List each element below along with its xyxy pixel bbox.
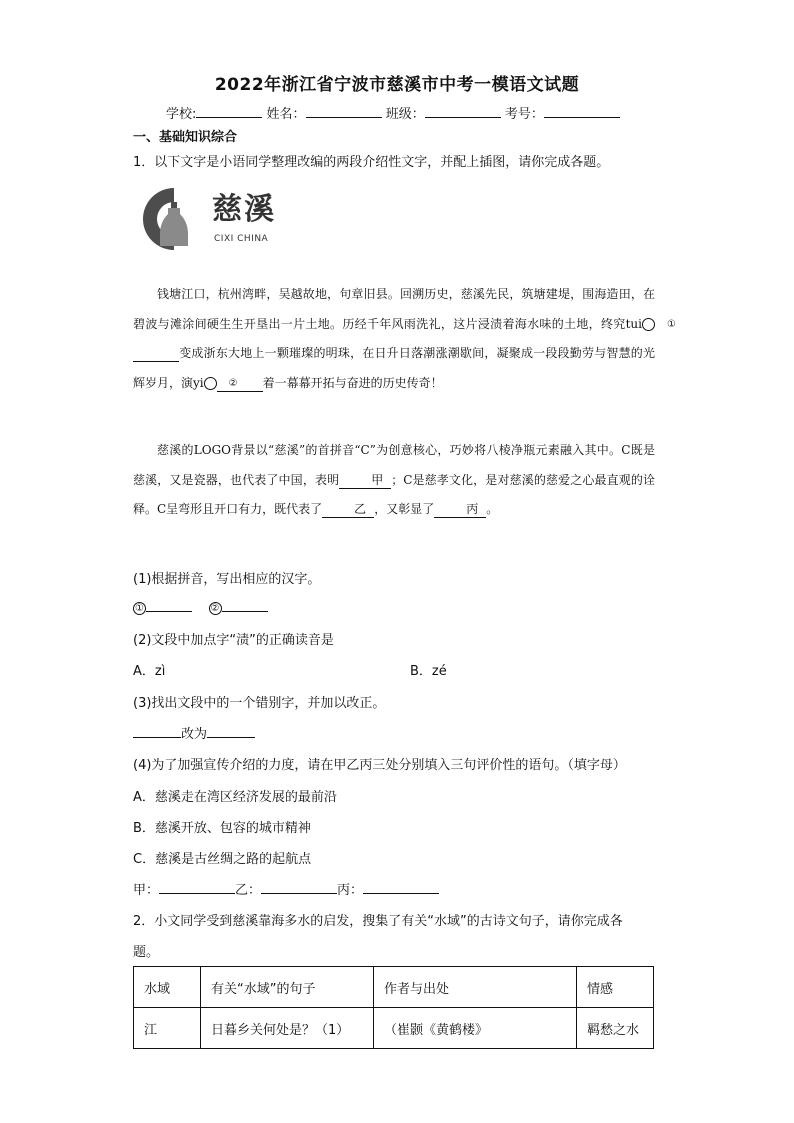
passage-1 <box>133 280 676 398</box>
table-header: 水域 <box>134 967 201 1008</box>
sub-question-4-answer <box>133 879 439 898</box>
table-cell: 日暮乡关何处是？（1） <box>201 1008 374 1049</box>
name-field[interactable] <box>306 105 382 118</box>
sub-question-2: (2)文段中加点字“渍”的正确读音是 <box>133 633 334 648</box>
answer-2-field[interactable] <box>222 599 268 612</box>
yi-label: 乙： <box>235 883 262 898</box>
table-header: 情感 <box>577 967 654 1008</box>
table-header: 有关“水域”的句子 <box>201 967 374 1008</box>
student-info <box>166 103 620 122</box>
table-cell: 羁愁之水 <box>577 1008 654 1049</box>
bing-label: 丙： <box>337 883 364 898</box>
bing-field[interactable] <box>363 881 439 894</box>
sub-question-1: (1)根据拼音，写出相应的汉字。 <box>133 572 321 587</box>
option-b[interactable]: B．zé <box>410 664 447 679</box>
class-field[interactable] <box>425 105 501 118</box>
option-a[interactable]: A．zì <box>133 664 166 679</box>
name-label: 姓名： <box>266 107 306 122</box>
passage-2-text-b: ；C是慈孝文化，是对慈溪的慈爱之心最直观的诠释。C呈弯形且开口有力，既代表了 <box>133 472 655 516</box>
table-header: 作者与出处 <box>374 967 577 1008</box>
section-heading: 一、基础知识综合 <box>133 130 238 145</box>
school-field[interactable] <box>196 105 262 118</box>
logo-brand-en: CIXI CHINA <box>214 234 269 244</box>
passage-2-text-c: ，又彰显了 <box>374 502 435 516</box>
passage-1-text-c: 着一幕幕开拓与奋进的历史传奇！ <box>262 375 443 390</box>
blank-yi[interactable]: 乙 <box>322 501 374 518</box>
exam-no-label: 考号： <box>504 107 544 122</box>
wrong-char-field[interactable] <box>133 725 181 738</box>
question-2-stem-cont: 题。 <box>133 945 160 960</box>
logo-brand-cn: 慈溪 <box>212 192 276 227</box>
school-label: 学校: <box>166 107 197 122</box>
table-cell: 江 <box>134 1008 201 1049</box>
table-row <box>134 1008 654 1049</box>
sub4-option-b[interactable]: B．慈溪开放、包容的城市精神 <box>133 821 311 836</box>
cixi-logo <box>138 184 298 254</box>
sub-question-3-answer <box>133 723 255 742</box>
passage-1-text-b: 变成浙东大地上一颗璀璨的明珠，在日升日落潮涨潮歇间，凝聚成一段段勤劳与智慧的光辉岁月，演yi <box>133 346 655 390</box>
yi-field[interactable] <box>261 881 337 894</box>
sub-question-4: (4)为了加强宣传介绍的力度，请在甲乙丙三处分别填入三句评价性的语句。（填字母） <box>133 758 626 773</box>
table-header-row <box>134 967 654 1008</box>
exam-no-field[interactable] <box>544 105 620 118</box>
jia-label: 甲： <box>133 883 160 898</box>
change-to-label: 改为 <box>181 727 208 742</box>
class-label: 班级： <box>385 107 425 122</box>
passage-2-text-d: 。 <box>486 502 499 516</box>
table-cell: （崔颢《黄鹤楼》 <box>374 1008 577 1049</box>
question-2-stem: 2．小文同学受到慈溪靠海多水的启发，搜集了有关“水域”的古诗文句子，请你完成各 <box>133 914 623 929</box>
blank-1-marker: ① <box>642 318 655 331</box>
blank-2-marker: ② <box>204 377 217 390</box>
correct-char-field[interactable] <box>207 725 255 738</box>
sub4-option-a[interactable]: A．慈溪走在湾区经济发展的最前沿 <box>133 790 337 805</box>
answer-1-marker: ① <box>133 602 146 615</box>
answer-1-field[interactable] <box>146 599 192 612</box>
page-title: 2022年浙江省宁波市慈溪市中考一模语文试题 <box>214 75 580 95</box>
question-1-stem: 1．以下文字是小语同学整理改编的两段介绍性文字，并配上插图，请你完成各题。 <box>133 155 610 170</box>
blank-1[interactable] <box>133 345 179 362</box>
answer-2-marker: ② <box>209 602 222 615</box>
blank-2[interactable] <box>217 375 263 392</box>
passage-2-text-a: 慈溪的LOGO背景以“慈溪”的首拼音“C”为创意核心，巧妙将八棱净瓶元素融入其中。C既是慈溪，又是瓷器，也代表了中国，表明 <box>133 443 655 487</box>
blank-bing[interactable]: 丙 <box>434 501 486 518</box>
blank-jia[interactable]: 甲 <box>339 472 391 489</box>
passage-1-text-a: 钱塘江口，杭州湾畔，吴越故地，句章旧县。回溯历史，慈溪先民，筑塘建堤，围海造田，在碧波与滩涂间硬生生开垦出一片土地。历经千年风雨洗礼，这片浸渍着海水味的土地，终究tui <box>133 287 655 331</box>
sub4-option-c[interactable]: C．慈溪是古丝绸之路的起航点 <box>133 852 312 867</box>
jia-field[interactable] <box>159 881 235 894</box>
sub-question-1-answer <box>133 599 268 616</box>
water-poems-table <box>133 966 654 1049</box>
passage-2 <box>133 436 655 525</box>
sub-question-3: (3)找出文段中的一个错别字，并加以改正。 <box>133 696 386 711</box>
